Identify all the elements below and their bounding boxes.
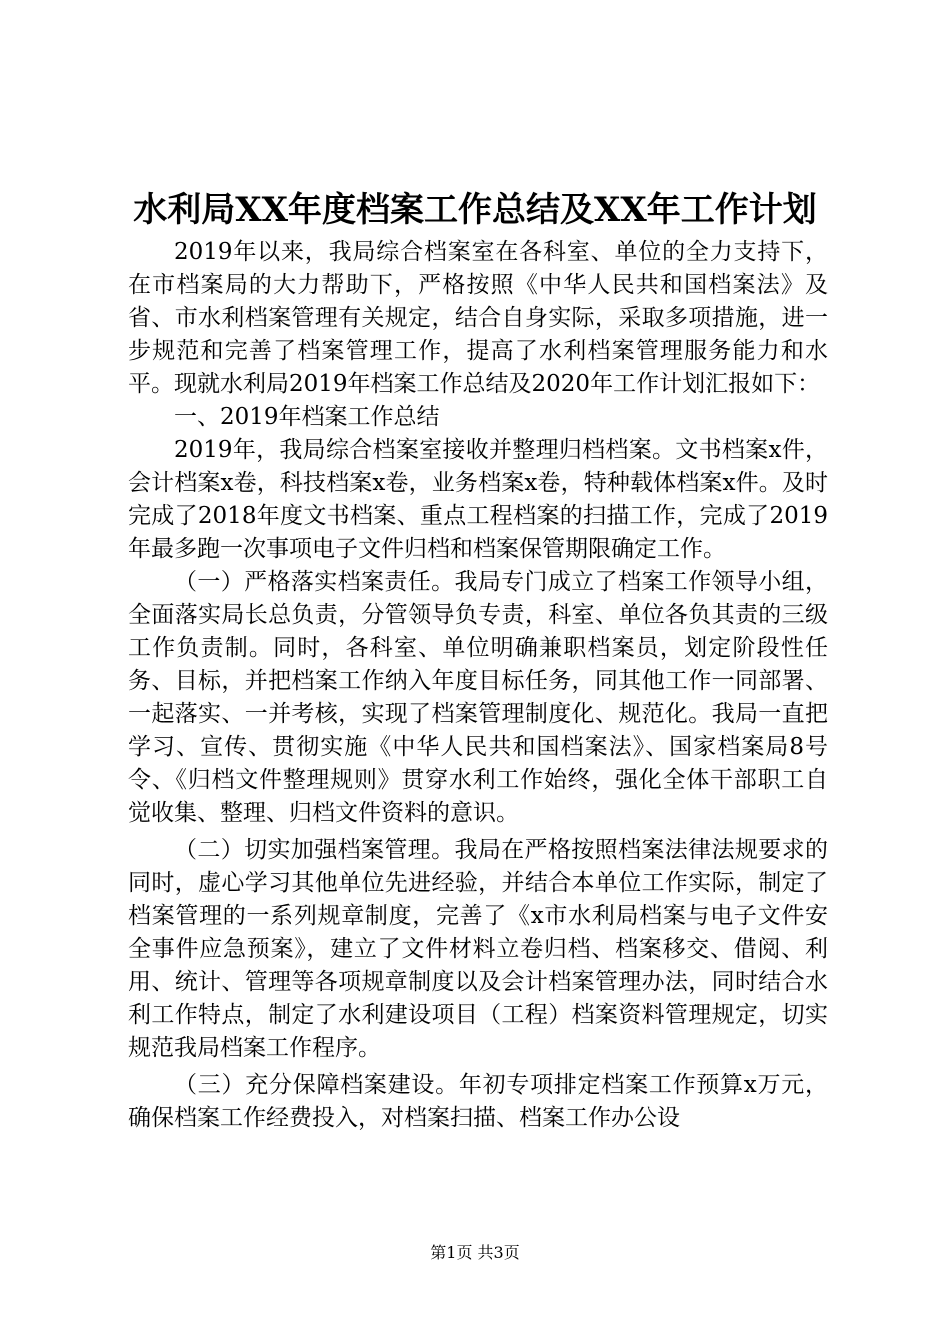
paragraph-item-3: （三）充分保障档案建设。年初专项排定档案工作预算x万元，确保档案工作经费投入，对档案扫描、档案工作办公设 <box>128 1072 828 1131</box>
paragraph-intro: 2019年以来，我局综合档案室在各科室、单位的全力支持下，在市档案局的大力帮助下，严格按照《中华人民共和国档案法》及省、市水利档案管理有关规定，结合自身实际，采取多项措施，进一步规范和完善了档案管理工作，提高了水利档案管理服务能力和水平。现就水利局2019年档案工作总结及2020年工作计划汇报如下： <box>128 239 828 397</box>
paragraph-item-2: （二）切实加强档案管理。我局在严格按照档案法律法规要求的同时，虚心学习其他单位先进经验，并结合本单位工作实际，制定了档案管理的一系列规章制度，完善了《x市水利局档案与电子文件安全事件应急预案》，建立了文件材料立卷归档、档案移交、借阅、利用、统计、管理等各项规章制度以及会计档案管理办法，同时结合水利工作特点，制定了水利建设项目（工程）档案资料管理规定，切实规范我局档案工作程序。 <box>128 837 828 1061</box>
paragraph-item-1: （一）严格落实档案责任。我局专门成立了档案工作领导小组，全面落实局长总负责，分管领导负专责，科室、单位各负其责的三级工作负责制。同时，各科室、单位明确兼职档案员，划定阶段性任务、目标，并把档案工作纳入年度目标任务，同其他工作一同部署、一起落实、一并考核，实现了档案管理制度化、规范化。我局一直把学习、宣传、贯彻实施《中华人民共和国档案法》、国家档案局8号令、《归档文件整理规则》贯穿水利工作始终，强化全体干部职工自觉收集、整理、归档文件资料的意识。 <box>128 569 828 826</box>
page-number: 第1页 共3页 <box>430 1243 520 1262</box>
document-title: 水利局XX年度档案工作总结及XX年工作计划 <box>133 190 817 230</box>
section-heading: 一、2019年档案工作总结 <box>174 404 440 430</box>
document-body <box>128 236 828 1135</box>
paragraph-summary: 2019年，我局综合档案室接收并整理归档档案。文书档案x件，会计档案x卷，科技档案x卷，业务档案x卷，特种载体档案x件。及时完成了2018年度文书档案、重点工程档案的扫描工作，完成了2019年最多跑一次事项电子文件归档和档案保管期限确定工作。 <box>128 437 828 562</box>
